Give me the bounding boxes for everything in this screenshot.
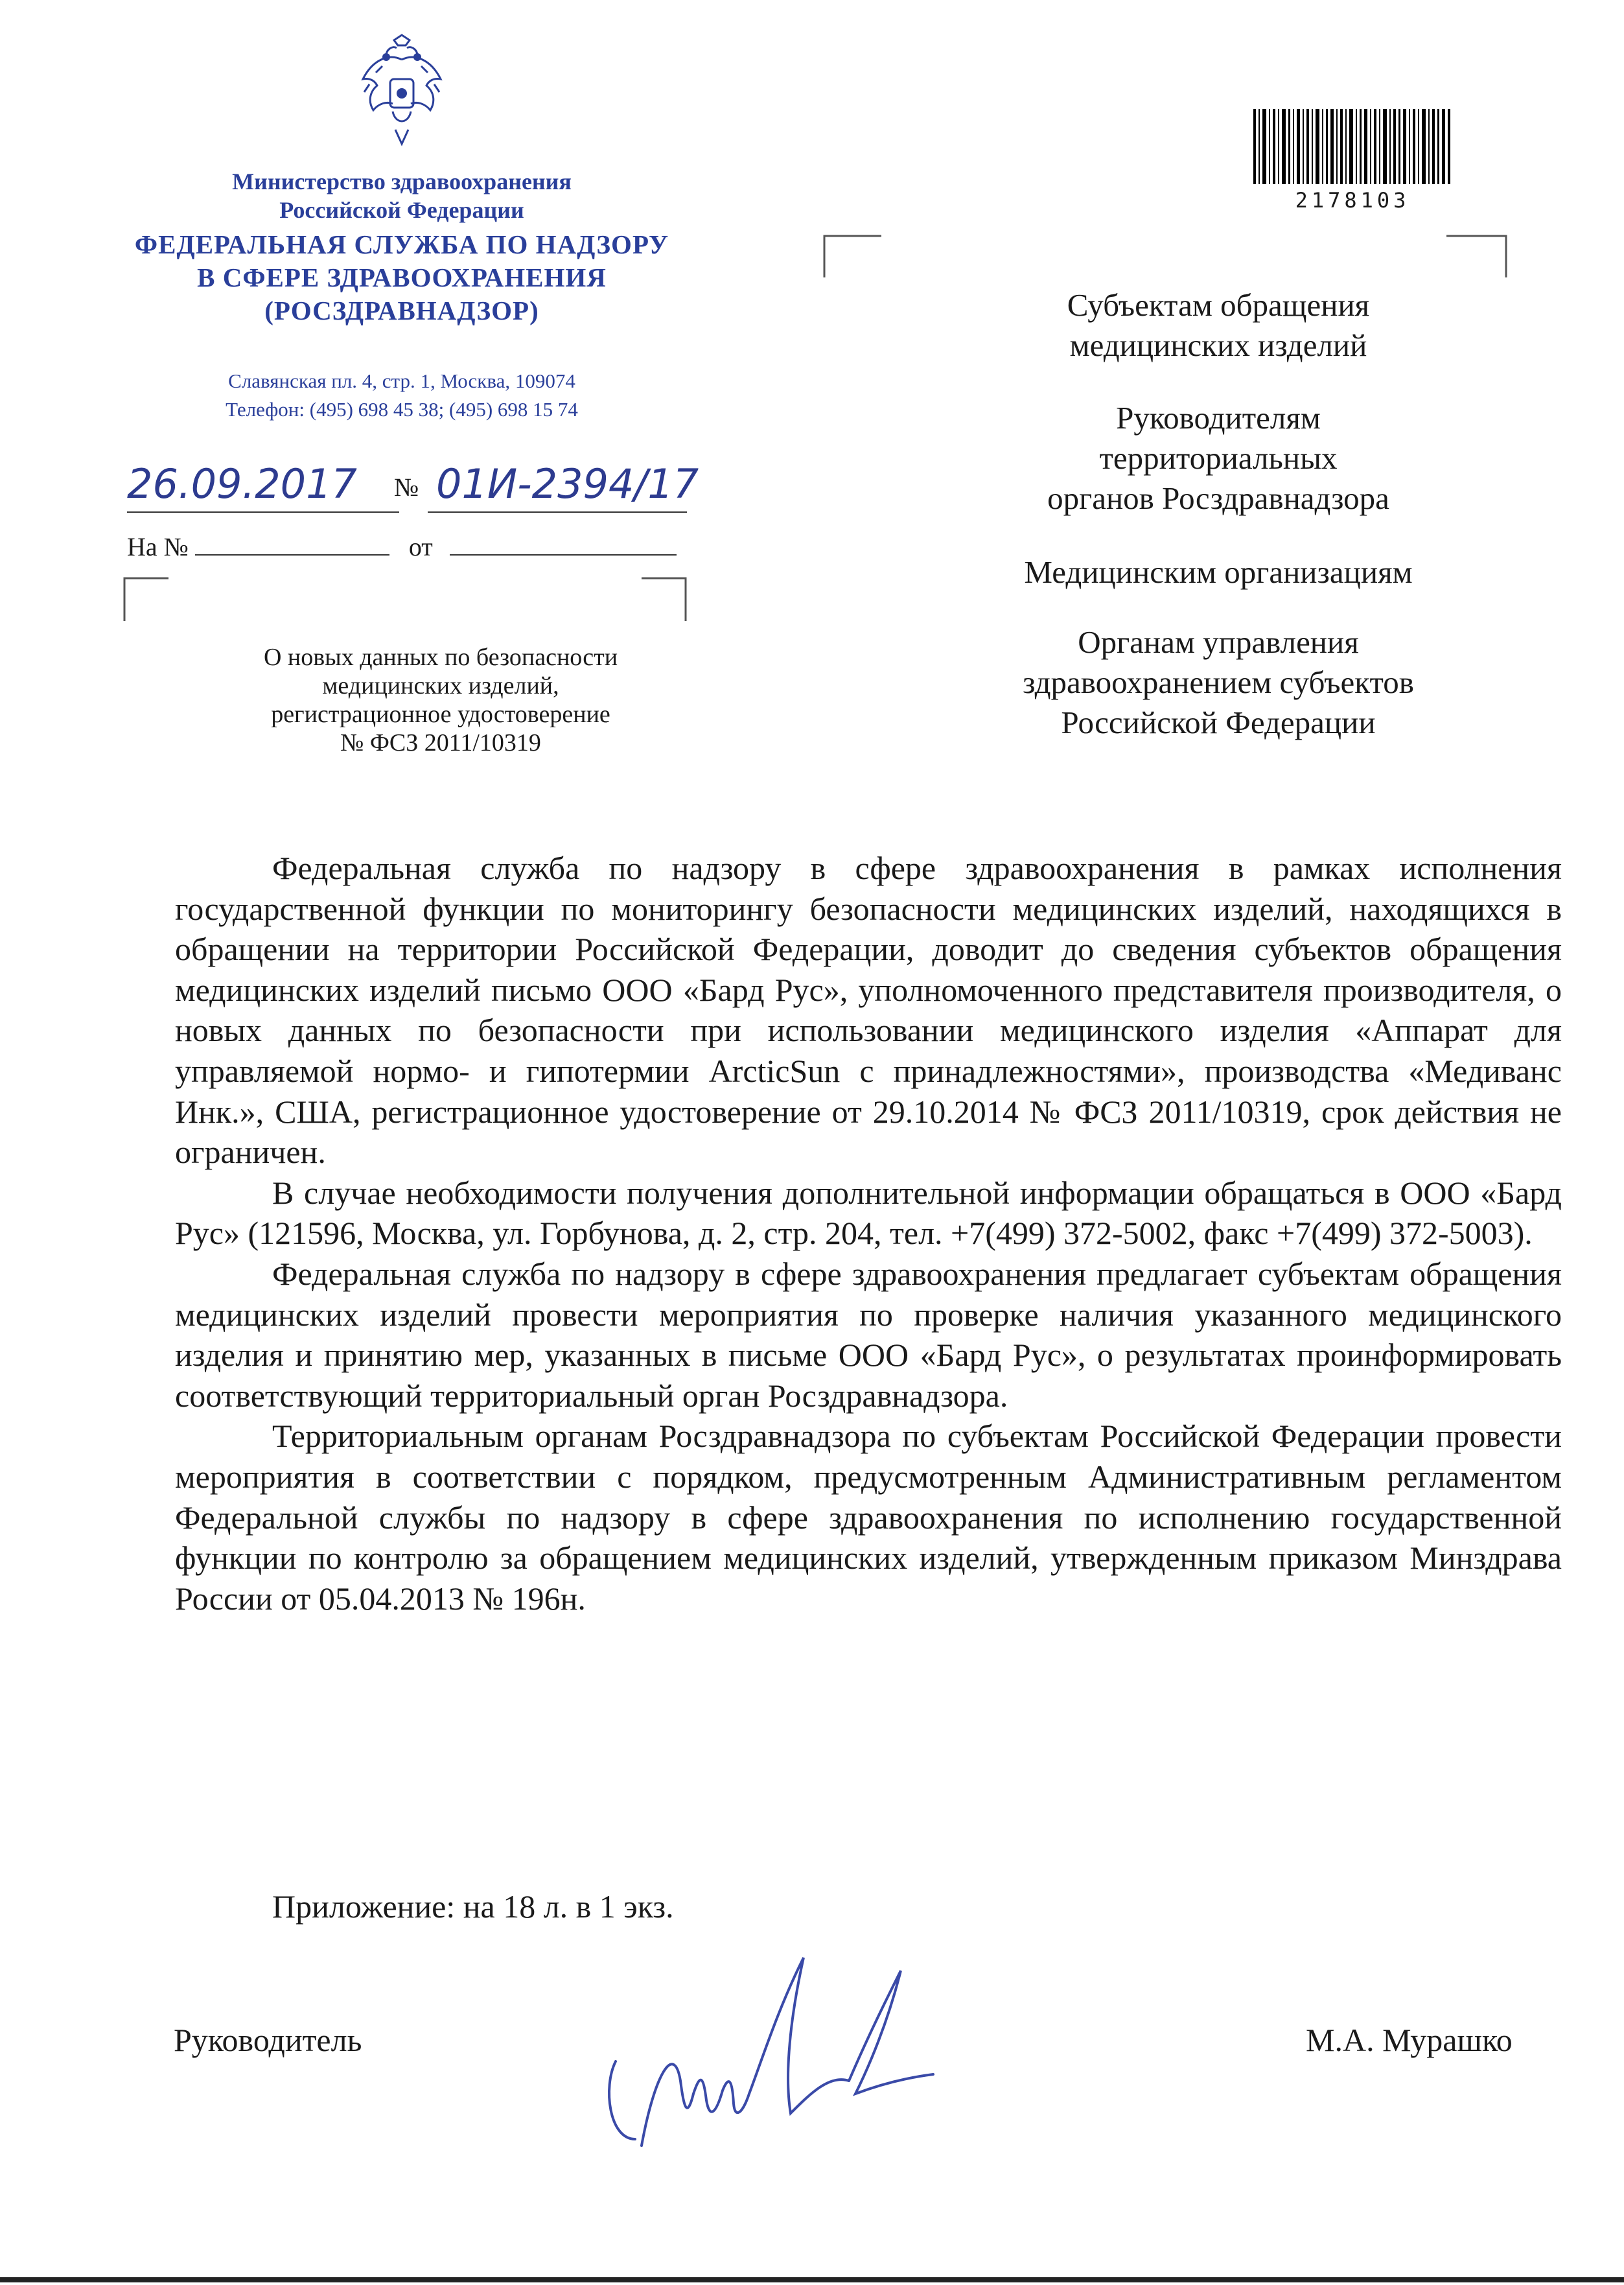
addressee-2-line-3: органов Росздравнадзора	[1047, 480, 1389, 516]
addressee-2-line-1: Руководителям	[1116, 400, 1321, 436]
address-line-1: Славянская пл. 4, стр. 1, Москва, 109074	[228, 369, 575, 392]
addressee-2	[933, 398, 1503, 519]
addressee-1-line-2: медицинских изделий	[1069, 327, 1367, 363]
body-paragraph-1: Федеральная служба по надзору в сфере здравоохранения в рамках исполнения государственной функции по мониторингу безопасности медицинских изделий, находящихся в обращении на территории Российской Федерации, доводит до сведения субъектов обращения медицинских изделий письмо ООО «Бард Рус», уполномоченного представителя производителя, о новых данных по безопасности при использовании медицинского изделия «Аппарат для управляемой нормо- и гипотермии ArcticSun с принадлежностями», производства «Медиванс Инк.», США, регистрационное удостоверение от 29.10.2014 № ФСЗ 2011/10319, срок действия не ограничен.	[175, 850, 1562, 1171]
addressee-3	[933, 552, 1503, 592]
ministry-name	[149, 167, 655, 224]
addressee-1	[933, 285, 1503, 366]
addressee-2-line-2: территориальных	[1099, 440, 1338, 476]
agency-line-1: ФЕДЕРАЛЬНАЯ СЛУЖБА ПО НАДЗОРУ	[134, 229, 669, 259]
address-line-2: Телефон: (495) 698 45 38; (495) 698 15 74	[226, 398, 578, 421]
barcode-icon	[1253, 109, 1452, 184]
agency-line-2: В СФЕРЕ ЗДРАВООХРАНЕНИЯ	[197, 263, 607, 292]
date-underline	[127, 508, 399, 516]
reference-number-blank	[195, 533, 389, 556]
signer-role: Руководитель	[174, 2022, 362, 2058]
body-paragraph-2: В случае необходимости получения дополнительной информации обращаться в ООО «Бард Рус» (121596, Москва, ул. Горбунова, д. 2, стр. 204, тел. +7(499) 372-5002, факс +7(499) 372-5003).	[175, 1174, 1562, 1252]
ministry-line-1: Министерство здравоохранения	[232, 169, 572, 194]
registration-number: 01И-2394/17	[436, 460, 699, 508]
subject-line-4: № ФСЗ 2011/10319	[340, 729, 541, 756]
subject-line-3: регистрационное удостоверение	[271, 701, 610, 728]
reference-line	[127, 532, 677, 562]
agency-address	[149, 367, 655, 424]
reference-date-blank	[450, 533, 677, 556]
addressee-4-line-1: Органам управления	[1078, 624, 1359, 660]
subject-bracket	[123, 576, 693, 621]
reference-label: На №	[127, 532, 189, 561]
body-paragraph-4: Территориальным органам Росздравнадзора по субъектам Российской Федерации провести мероприятия в соответствии с порядком, предусмотренным Административным регламентом Федеральной службы по надзору в сфере здравоохранения по исполнению государственной функции по контролю за обращением медицинских изделий, утвержденным приказом Минздрава России от 05.04.2013 № 196н.	[175, 1418, 1562, 1617]
reference-from-label: от	[408, 532, 433, 561]
letter-subject	[168, 643, 713, 757]
addressee-4-line-3: Российской Федерации	[1061, 705, 1376, 740]
addressee-4	[933, 622, 1503, 743]
addressee-bracket	[823, 233, 1510, 279]
addressee-4-line-2: здравоохранением субъектов	[1023, 664, 1414, 700]
state-emblem-icon	[350, 34, 454, 156]
body-paragraph-3: Федеральная служба по надзору в сфере здравоохранения предлагает субъектам обращения медицинских изделий провести мероприятия по проверке наличия указанного медицинского изделия и принятию мер, указанных в письме ООО «Бард Рус», о результатах проинформировать соответствующий территориальный орган Росздравнадзора.	[175, 1255, 1562, 1414]
barcode-number: 2178103	[1295, 188, 1410, 213]
ministry-line-2: Российской Федерации	[279, 197, 524, 223]
handwritten-signature	[596, 1945, 940, 2165]
agency-name	[97, 228, 706, 327]
subject-line-2: медицинских изделий,	[322, 672, 559, 699]
number-sign: №	[394, 473, 419, 502]
subject-line-1: О новых данных по безопасности	[263, 644, 618, 671]
registration-date: 26.09.2017	[127, 460, 357, 508]
number-underline	[428, 508, 687, 516]
page-bottom-edge	[0, 2272, 1624, 2285]
attachment-note: Приложение: на 18 л. в 1 экз.	[272, 1888, 674, 1925]
addressee-1-line-1: Субъектам обращения	[1067, 287, 1370, 323]
signer-name: М.А. Мурашко	[1306, 2022, 1513, 2058]
agency-line-3: (РОСЗДРАВНАДЗОР)	[264, 296, 539, 325]
addressee-3-line-1: Медицинским организациям	[1024, 554, 1413, 590]
letter-body	[175, 848, 1562, 1619]
